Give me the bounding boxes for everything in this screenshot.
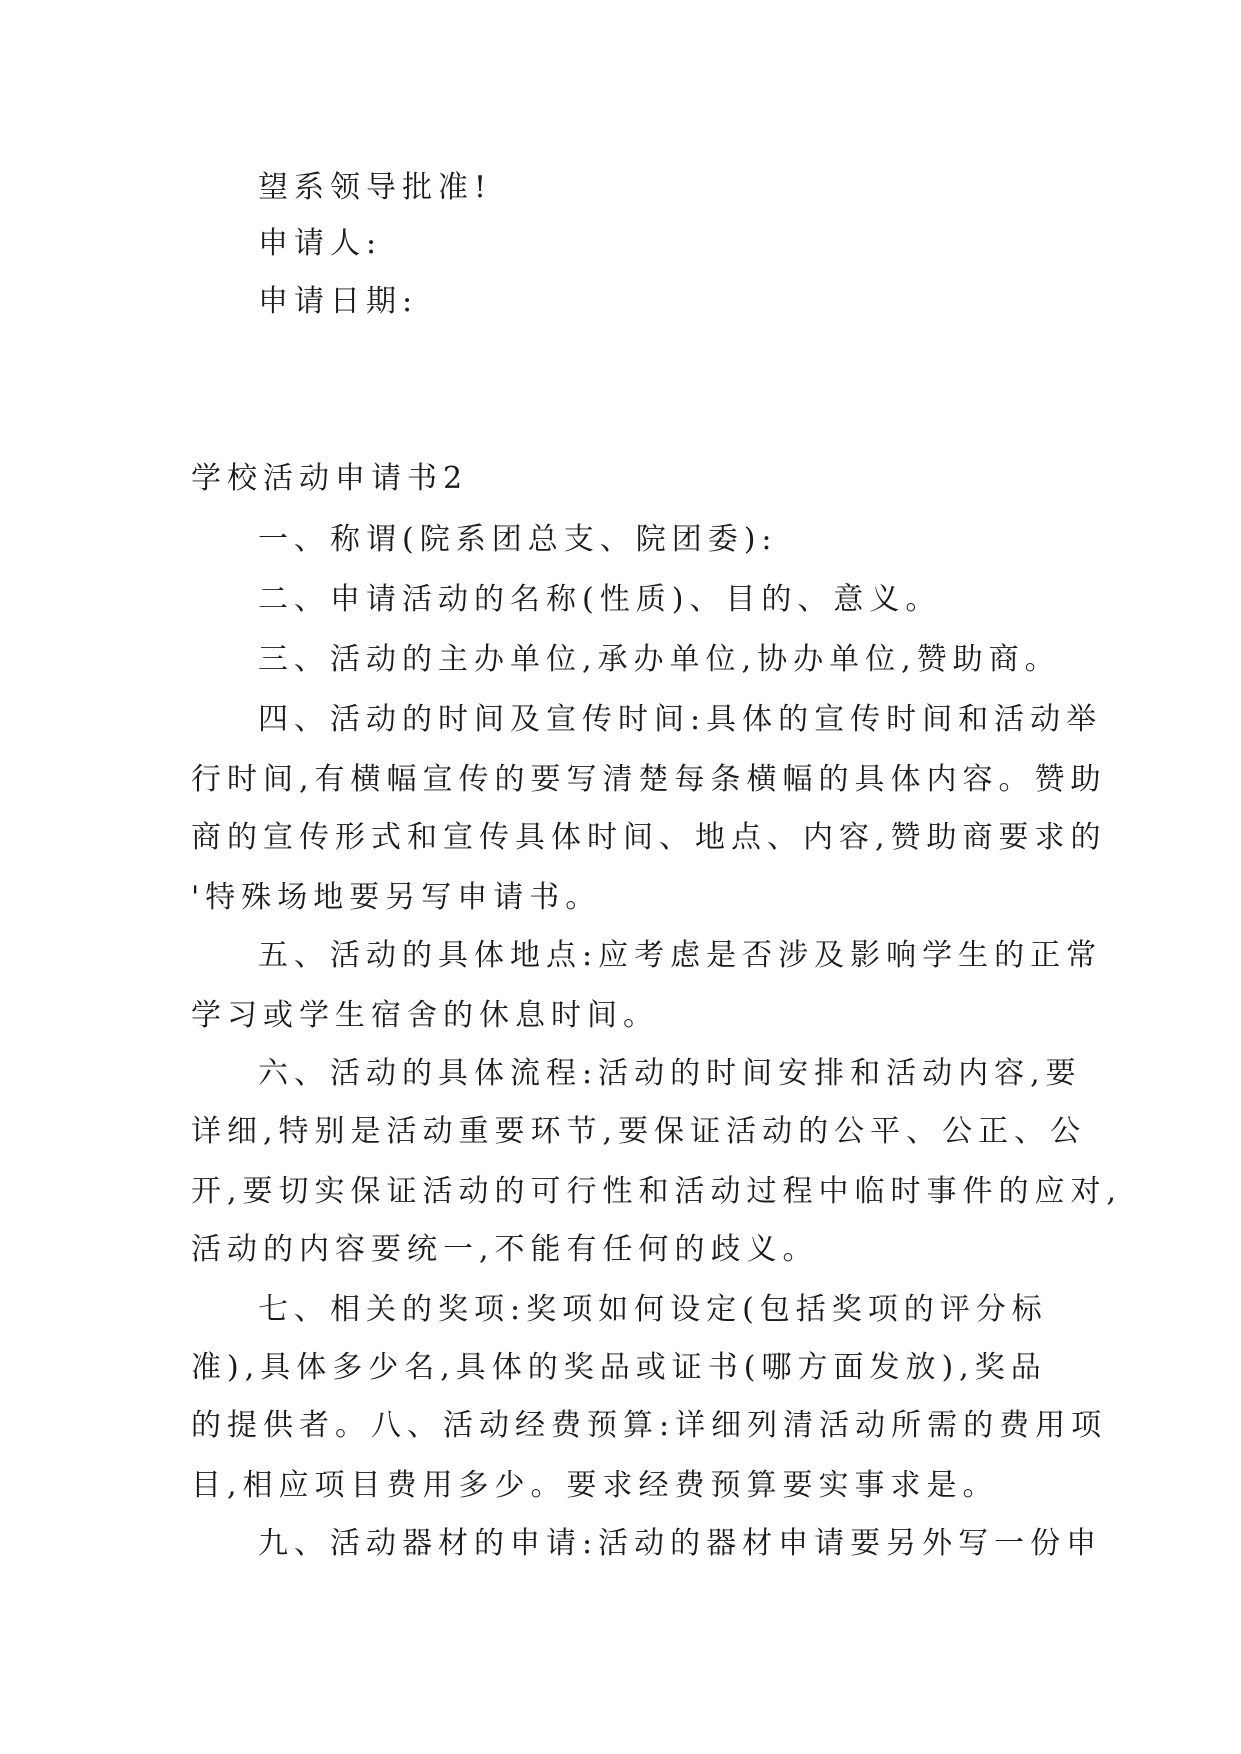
paragraph-line: 二、申请活动的名称(性质)、目的、意义。	[258, 582, 942, 617]
section-title: 学校活动申请书2	[191, 461, 469, 496]
paragraph-line: 开,要切实保证活动的可行性和活动过程中临时事件的应对,	[191, 1174, 1123, 1209]
paragraph-line: 详细,特别是活动重要环节,要保证活动的公平、公正、公	[191, 1114, 1087, 1149]
paragraph-line: 四、活动的时间及宣传时间:具体的宣传时间和活动举	[258, 702, 1103, 737]
paragraph-line: 三、活动的主办单位,承办单位,协办单位,赞助商。	[258, 642, 1061, 677]
applicant-line: 申请人:	[258, 226, 383, 261]
paragraph-line: 学习或学生宿舍的休息时间。	[191, 998, 659, 1033]
paragraph-line: 目,相应项目费用多少。要求经费预算要实事求是。	[191, 1468, 999, 1503]
paragraph-line: 准),具体多少名,具体的奖品或证书(哪方面发放),奖品	[191, 1350, 1047, 1385]
paragraph-line: 行时间,有横幅宣传的要写清楚每条横幅的具体内容。赞助	[191, 762, 1107, 797]
paragraph-line: 商的宣传形式和宣传具体时间、地点、内容,赞助商要求的	[191, 820, 1107, 855]
paragraph-line: 六、活动的具体流程:活动的时间安排和活动内容,要	[258, 1056, 1082, 1091]
application-date-line: 申请日期:	[258, 284, 419, 319]
paragraph-line: 一、称谓(院系团总支、院团委):	[258, 522, 778, 557]
paragraph-line: 的提供者。八、活动经费预算:详细列清活动所需的费用项	[191, 1408, 1108, 1443]
paragraph-line: '特殊场地要另写申请书。	[191, 880, 602, 915]
paragraph-line: 活动的内容要统一,不能有任何的歧义。	[191, 1232, 819, 1267]
approval-request-line: 望系领导批准!	[258, 170, 493, 205]
paragraph-line: 五、活动的具体地点:应考虑是否涉及影响学生的正常	[258, 938, 1103, 973]
paragraph-line: 七、相关的奖项:奖项如何设定(包括奖项的评分标	[258, 1292, 1048, 1327]
paragraph-line: 九、活动器材的申请:活动的器材申请要另外写一份申	[258, 1526, 1103, 1561]
